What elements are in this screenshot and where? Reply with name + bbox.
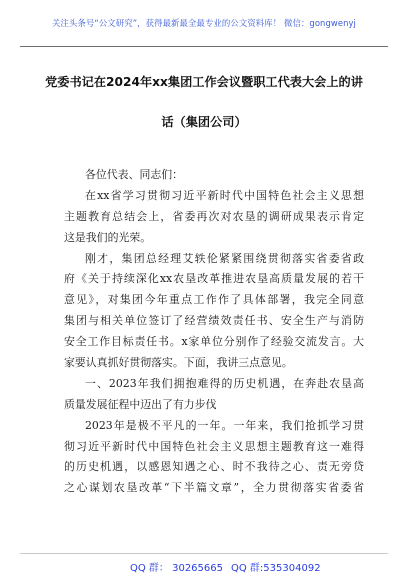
footer bbox=[0, 559, 408, 577]
body-line: 的历史机遇，以感恩知遇之心、时不我待之心、责无旁贷 bbox=[64, 460, 364, 474]
body-line: 集团与相关单位签订了经营绩效责任书、安全生产与消防 bbox=[64, 314, 364, 328]
body-line: 家要认真抓好贯彻落实。下面，我讲三点意见。 bbox=[64, 356, 293, 370]
section-heading-line: 质量发展征程中迈出了有力步伐 bbox=[64, 397, 217, 411]
banner-text: 关注头条号“公文研究”，获得最新最全最专业的公文资料库！ 微信：gongwenyj bbox=[52, 18, 356, 28]
body-line: 2023年是极不平凡的一年。一年来，我们抢抓学习贯 bbox=[85, 418, 364, 432]
footer-qq-group-2: QQ 群:535304092 bbox=[231, 563, 321, 574]
body-line: 刚才，集团总经理艾轶伦紧紧围绕贯彻落实省委省政 bbox=[85, 251, 364, 265]
section-heading-line: 一、2023年我们拥抱难得的历史机遇，在奔赴农垦高 bbox=[85, 376, 364, 390]
body-line: 在xx省学习贯彻习近平新时代中国特色社会主义思想 bbox=[85, 188, 364, 202]
footer-divider bbox=[20, 553, 388, 554]
document-body bbox=[64, 165, 364, 499]
body-line: 府《关于持续深化xx农垦改革推进农垦高质量发展的若干 bbox=[64, 272, 364, 286]
body-line: 这是我们的光荣。 bbox=[64, 230, 152, 244]
body-line: 彻习近平新时代中国特色社会主义思想主题教育这一难得 bbox=[64, 439, 364, 453]
header-divider bbox=[20, 46, 388, 47]
body-line: 意见》，对集团今年重点工作作了具体部署，我完全同意 bbox=[64, 293, 364, 307]
body-line: 之心谋划农垦改革“下半篇文章”，全力贯彻落实省委省 bbox=[64, 481, 364, 495]
body-line: 安全工作目标责任书。x家单位分别作了经验交流发言。大 bbox=[64, 335, 364, 349]
body-line: 各位代表、同志们： bbox=[85, 168, 184, 181]
body-line: 主题教育总结会上，省委再次对农垦的调研成果表示肯定 bbox=[64, 209, 364, 223]
header-banner bbox=[0, 0, 408, 46]
footer-qq-group-1: QQ 群： 30265665 bbox=[130, 563, 223, 574]
document-title-line-2: 话（集团公司） bbox=[161, 115, 247, 129]
document-title-line-1: 党委书记在2024年xx集团工作会议暨职工代表大会上的讲 bbox=[45, 75, 363, 89]
